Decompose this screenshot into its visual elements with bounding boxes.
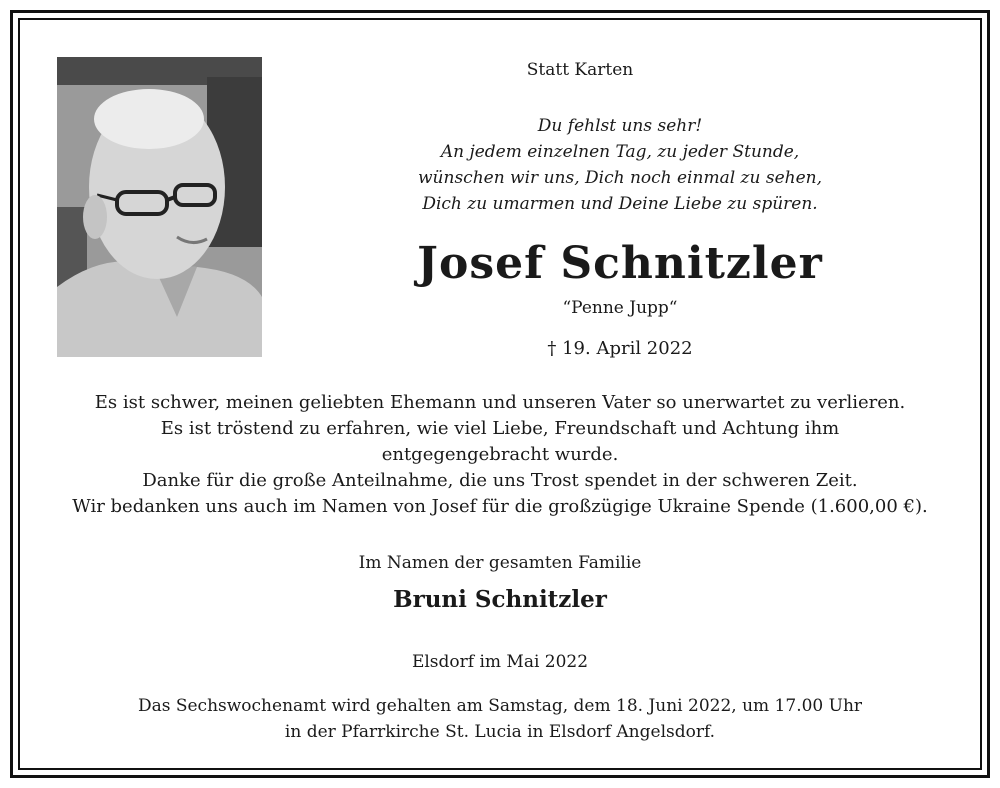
poem-line: Dich zu umarmen und Deine Liebe zu spüren. bbox=[422, 194, 818, 214]
death-date: † 19. April 2022 bbox=[547, 338, 693, 359]
poem bbox=[400, 113, 840, 217]
message-text bbox=[40, 390, 960, 520]
message-line: Danke für die große Anteilnahme, die uns Trost spendet in der schweren Zeit. bbox=[142, 470, 858, 491]
message-line: Wir bedanken uns auch im Namen von Josef für die großzügige Ukraine Spende (1.600,00 €). bbox=[72, 496, 928, 517]
service-line: Das Sechswochenamt wird gehalten am Samstag, dem 18. Juni 2022, um 17.00 Uhr bbox=[137, 696, 863, 716]
message-line: Es ist tröstend zu erfahren, wie viel Liebe, Freundschaft und Achtung ihm bbox=[160, 418, 840, 439]
message-line: entgegengebracht wurde. bbox=[381, 444, 619, 465]
deceased-nickname: “Penne Jupp“ bbox=[562, 298, 678, 318]
intro-text: Statt Karten bbox=[526, 60, 634, 80]
family-line: Im Namen der gesamten Familie bbox=[358, 553, 642, 573]
deceased-name: Josef Schnitzler bbox=[417, 238, 823, 289]
poem-line: An jedem einzelnen Tag, zu jeder Stunde, bbox=[440, 142, 800, 162]
message-line: Es ist schwer, meinen geliebten Ehemann und unseren Vater so unerwartet zu verlieren. bbox=[94, 392, 906, 413]
portrait-photo bbox=[57, 57, 262, 357]
service-line: in der Pfarrkirche St. Lucia in Elsdorf Angelsdorf. bbox=[284, 722, 716, 742]
service-info bbox=[60, 693, 940, 745]
poem-line: wünschen wir uns, Dich noch einmal zu sehen, bbox=[418, 168, 822, 188]
signer-name: Bruni Schnitzler bbox=[393, 586, 607, 613]
poem-line: Du fehlst uns sehr! bbox=[537, 116, 703, 136]
place-date: Elsdorf im Mai 2022 bbox=[411, 652, 589, 672]
